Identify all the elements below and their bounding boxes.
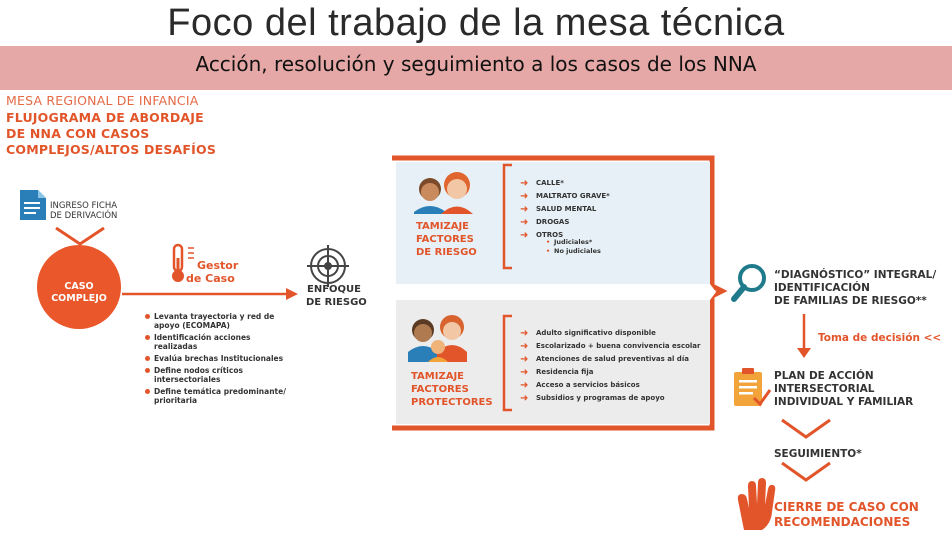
protective-list bbox=[520, 327, 700, 405]
list-item: ➜ Atenciones de salud preventivas al día bbox=[520, 353, 700, 366]
risk-label-line3: DE RIESGO bbox=[416, 247, 477, 258]
list-item: Evalúa brechas Institucionales bbox=[144, 354, 294, 363]
list-item: ➜ Residencia fija bbox=[520, 366, 700, 379]
list-item: ➜ CALLE* bbox=[520, 177, 610, 190]
hand-icon bbox=[738, 478, 775, 530]
clipboard-icon bbox=[734, 368, 770, 406]
target-icon bbox=[307, 245, 349, 287]
slide-title: Foco del trabajo de la mesa técnica bbox=[167, 2, 785, 44]
list-item: Define temática predominante/ prioritaria bbox=[144, 387, 294, 405]
cierre-line2: RECOMENDACIONES bbox=[774, 515, 911, 529]
prot-label-line3: PROTECTORES bbox=[411, 397, 493, 408]
list-item: ➜ OTROS bbox=[520, 229, 610, 242]
list-item: ➜ Acceso a servicios básicos bbox=[520, 379, 700, 392]
list-item: ➜ Subsidios y programas de apoyo bbox=[520, 392, 700, 405]
plan-line3: INDIVIDUAL Y FAMILIAR bbox=[774, 396, 914, 408]
enfoque-line1: ENFOQUE bbox=[307, 284, 361, 295]
arrow-right-icon bbox=[286, 288, 298, 300]
decision-label: Toma de decisión << bbox=[818, 332, 942, 344]
region-label: MESA REGIONAL DE INFANCIA bbox=[6, 93, 199, 108]
gestor-line2: de Caso bbox=[186, 272, 235, 285]
chevron-down-icon bbox=[56, 228, 104, 244]
flow-title-line2: DE NNA CON CASOS bbox=[6, 126, 150, 141]
arrow-down-icon bbox=[797, 348, 811, 358]
prot-label-line1: TAMIZAJE bbox=[411, 371, 464, 382]
list-item: • No judiciales bbox=[546, 247, 601, 256]
cierre-line1: CIERRE DE CASO CON bbox=[774, 500, 919, 514]
ingreso-line1: INGRESO FICHA bbox=[50, 201, 118, 211]
flow-title-line1: FLUJOGRAMA DE ABORDAJE bbox=[6, 110, 204, 125]
diagnostico-line2: IDENTIFICACIÓN bbox=[774, 282, 870, 294]
plan-line1: PLAN DE ACCIÓN bbox=[774, 370, 874, 382]
list-item: ➜ MALTRATO GRAVE* bbox=[520, 190, 610, 203]
list-item: Identificación acciones realizadas bbox=[144, 333, 294, 351]
actions-list bbox=[144, 312, 294, 408]
caso-line1: CASO bbox=[64, 281, 94, 292]
caso-line2: COMPLEJO bbox=[51, 293, 107, 304]
plan-line2: INTERSECTORIAL bbox=[774, 383, 875, 395]
diagnostico-line3: DE FAMILIAS DE RIESGO** bbox=[774, 295, 927, 307]
risk-label-line2: FACTORES bbox=[416, 234, 474, 245]
list-item: ➜ Adulto significativo disponible bbox=[520, 327, 700, 340]
risk-label-line1: TAMIZAJE bbox=[416, 221, 469, 232]
magnifier-icon bbox=[734, 266, 764, 299]
ingreso-line2: DE DERIVACIÓN bbox=[50, 211, 118, 221]
list-item: ➜ SALUD MENTAL bbox=[520, 203, 610, 216]
risk-sub-list bbox=[546, 238, 601, 256]
chevron-down-icon bbox=[782, 420, 830, 437]
list-item: ➜ DROGAS bbox=[520, 216, 610, 229]
flow-title-line3: COMPLEJOS/ALTOS DESAFÍOS bbox=[6, 142, 217, 157]
list-item: Define nodos críticos intersectoriales bbox=[144, 366, 294, 384]
list-item: ➜ Escolarizado + buena convivencia escolar bbox=[520, 340, 700, 353]
chevron-down-icon bbox=[782, 463, 830, 480]
prot-label-line2: FACTORES bbox=[411, 384, 469, 395]
enfoque-line2: DE RIESGO bbox=[306, 297, 367, 308]
document-icon bbox=[20, 190, 46, 220]
risk-list bbox=[520, 177, 610, 242]
list-item: • Judiciales* bbox=[546, 238, 601, 247]
gestor-line1: Gestor bbox=[197, 259, 239, 272]
diagnostico-line1: “DIAGNÓSTICO” INTEGRAL/ bbox=[774, 269, 937, 281]
slide-subtitle: Acción, resolución y seguimiento a los casos de los NNA bbox=[195, 52, 757, 76]
list-item: Levanta trayectoria y red de apoyo (ECOMAPA) bbox=[144, 312, 294, 330]
seguimiento-label: SEGUIMIENTO* bbox=[774, 448, 862, 460]
